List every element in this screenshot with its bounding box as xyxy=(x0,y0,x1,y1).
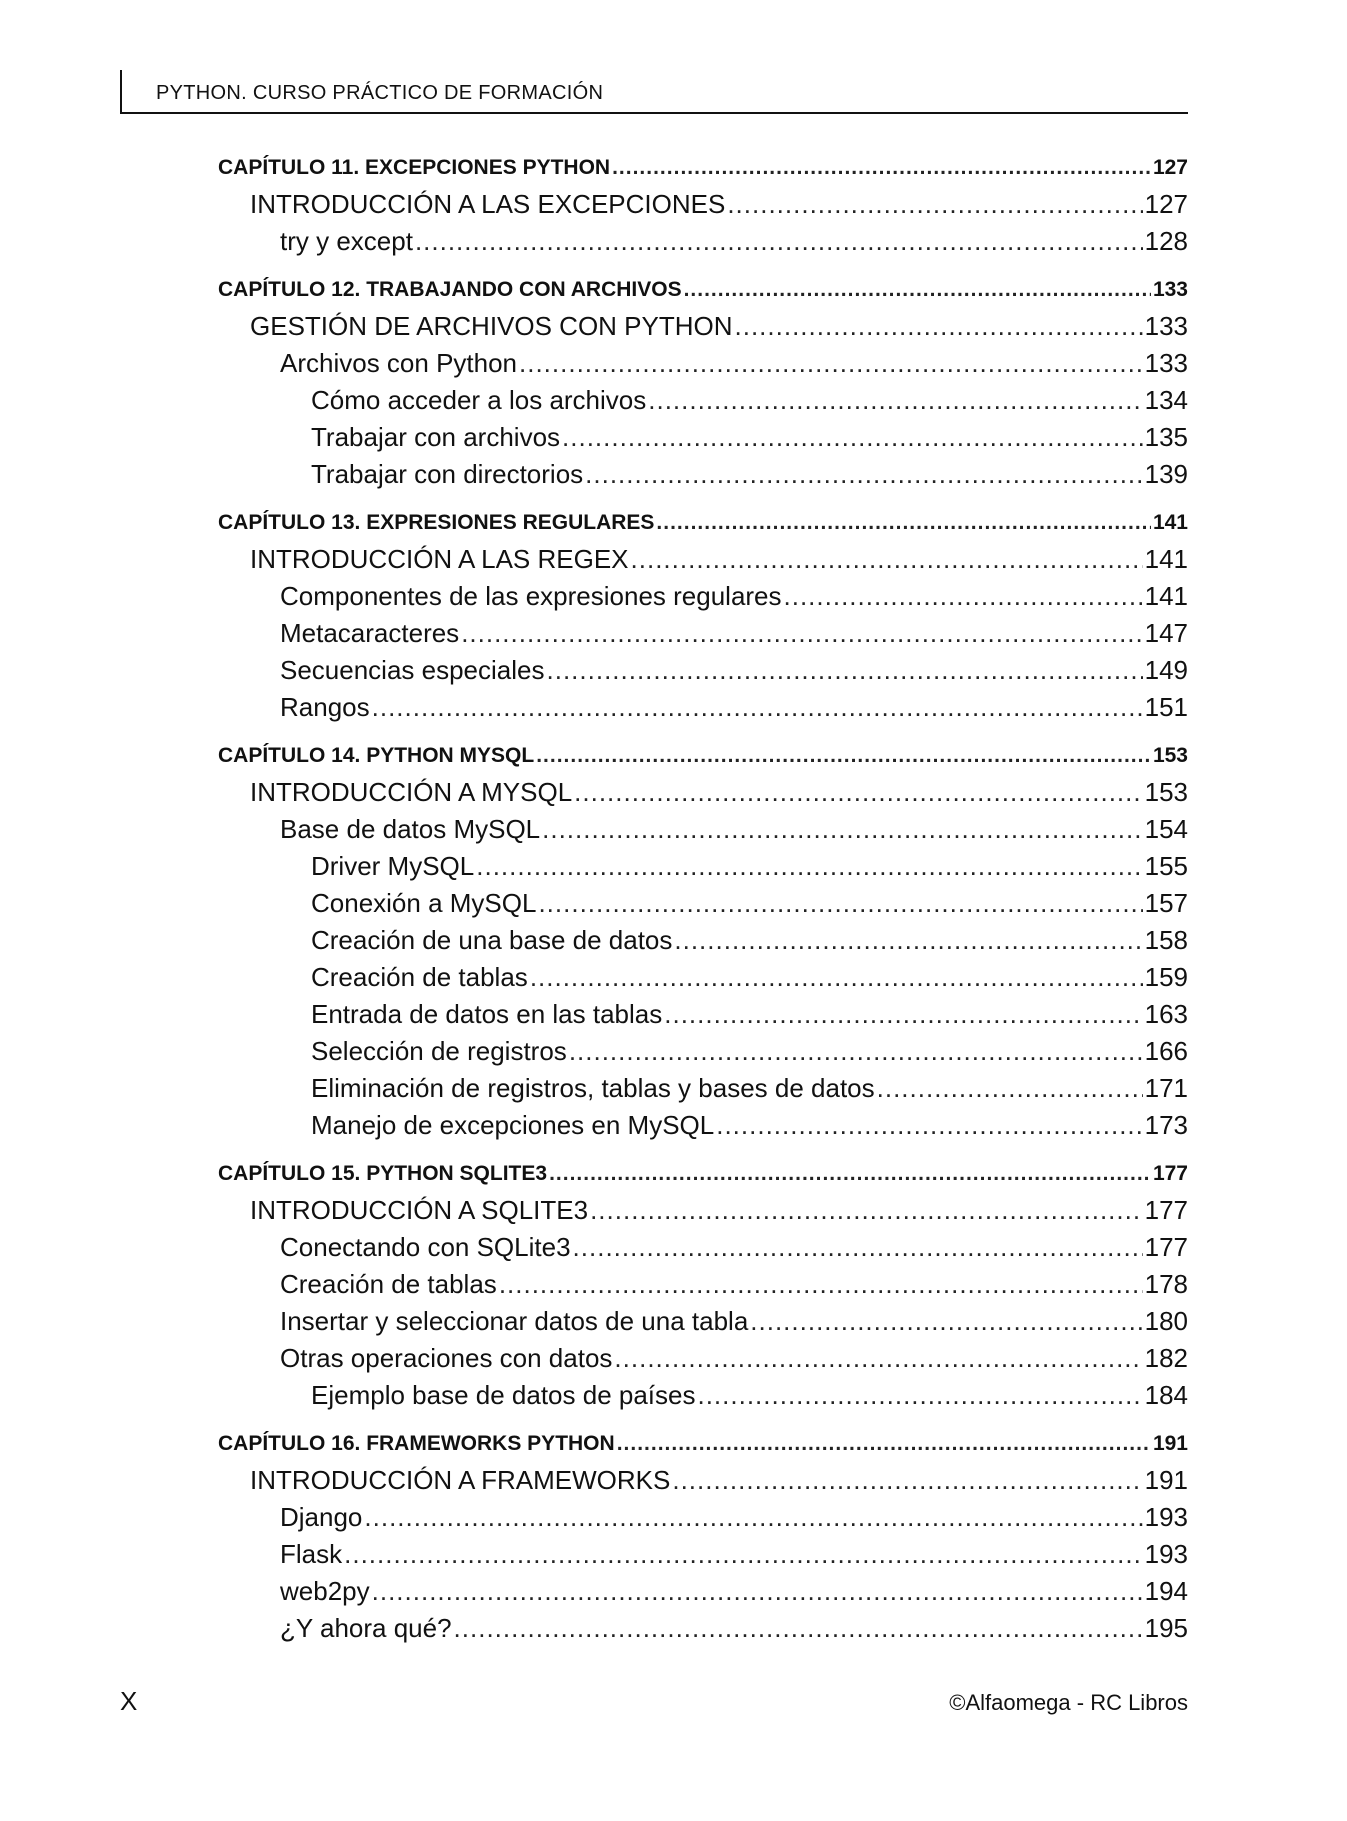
toc-entry-page: 141 xyxy=(1144,544,1188,574)
toc-entry[interactable] xyxy=(218,811,1188,848)
toc-entry[interactable] xyxy=(218,541,1188,578)
toc-entry-label: CAPÍTULO 13. EXPRESIONES REGULARES xyxy=(218,511,655,534)
toc-leader-dots xyxy=(697,1377,1142,1414)
toc-chapter-heading[interactable] xyxy=(218,150,1188,186)
toc-entry-page: 133 xyxy=(1144,348,1188,378)
toc-leader-dots xyxy=(549,1156,1151,1192)
toc-entry-label: INTRODUCCIÓN A LAS REGEX xyxy=(250,544,629,574)
page-number: X xyxy=(120,1686,138,1716)
toc-entry-label: Secuencias especiales xyxy=(280,655,545,685)
toc-leader-dots xyxy=(476,848,1142,885)
toc-entry-page: 177 xyxy=(1144,1232,1188,1262)
toc-chapter xyxy=(218,1426,1188,1647)
toc-entry-label: INTRODUCCIÓN A SQLITE3 xyxy=(250,1195,589,1225)
toc-chapter-heading[interactable] xyxy=(218,1426,1188,1462)
toc-entry-label: Insertar y seleccionar datos de una tabla xyxy=(280,1306,749,1336)
toc-entry[interactable] xyxy=(218,1070,1188,1107)
toc-leader-dots xyxy=(735,308,1143,345)
toc-entry-page: 159 xyxy=(1144,962,1188,992)
toc-entry[interactable] xyxy=(218,1033,1188,1070)
toc-entry[interactable] xyxy=(218,774,1188,811)
toc-entry[interactable] xyxy=(218,186,1188,223)
toc-entry[interactable] xyxy=(218,456,1188,493)
toc-chapter-heading[interactable] xyxy=(218,272,1188,308)
toc-chapter-heading[interactable] xyxy=(218,505,1188,541)
toc-leader-dots xyxy=(590,1192,1143,1229)
toc-leader-dots xyxy=(648,382,1142,419)
toc-leader-dots xyxy=(542,811,1142,848)
toc-entry-label: INTRODUCCIÓN A FRAMEWORKS xyxy=(250,1465,671,1495)
toc-entry[interactable] xyxy=(218,1303,1188,1340)
toc-entry-label: Entrada de datos en las tablas xyxy=(311,999,663,1029)
toc-entry-label: Conectando con SQLite3 xyxy=(280,1232,571,1262)
toc-entry[interactable] xyxy=(218,1536,1188,1573)
toc-entry[interactable] xyxy=(218,1499,1188,1536)
toc-chapter xyxy=(218,738,1188,1144)
toc-entry[interactable] xyxy=(218,848,1188,885)
toc-entry-label: Cómo acceder a los archivos xyxy=(311,385,647,415)
toc-leader-dots xyxy=(631,541,1143,578)
toc-entry-label: web2py xyxy=(280,1576,370,1606)
toc-entry-label: Selección de registros xyxy=(311,1036,567,1066)
toc-entry[interactable] xyxy=(218,689,1188,726)
toc-entry-label: Trabajar con archivos xyxy=(311,422,561,452)
toc-leader-dots xyxy=(372,1573,1143,1610)
toc-leader-dots xyxy=(536,738,1151,774)
toc-entry[interactable] xyxy=(218,1192,1188,1229)
toc-leader-dots xyxy=(530,959,1143,996)
toc-entry-label: Driver MySQL xyxy=(311,851,475,881)
toc-entry-page: 180 xyxy=(1144,1306,1188,1336)
toc-leader-dots xyxy=(499,1266,1143,1303)
toc-entry-label: CAPÍTULO 15. PYTHON SQLITE3 xyxy=(218,1162,548,1185)
toc-entry-page: 191 xyxy=(1152,1432,1188,1455)
toc-entry[interactable] xyxy=(218,1107,1188,1144)
toc-entry-page: 139 xyxy=(1144,459,1188,489)
toc-entry-page: 193 xyxy=(1144,1539,1188,1569)
toc-leader-dots xyxy=(454,1610,1143,1647)
toc-entry-page: 153 xyxy=(1144,777,1188,807)
toc-entry-label: Eliminación de registros, tablas y bases de datos xyxy=(311,1073,875,1103)
running-header-title: PYTHON. CURSO PRÁCTICO DE FORMACIÓN xyxy=(156,82,604,104)
toc-entry-label: ¿Y ahora qué? xyxy=(280,1613,452,1643)
toc-leader-dots xyxy=(614,1340,1142,1377)
toc-entry[interactable] xyxy=(218,652,1188,689)
toc-entry-label: Trabajar con directorios xyxy=(311,459,584,489)
toc-entry-page: 134 xyxy=(1144,385,1188,415)
toc-entry[interactable] xyxy=(218,1266,1188,1303)
toc-leader-dots xyxy=(727,186,1142,223)
publisher-credit: ©Alfaomega - RC Libros xyxy=(949,1690,1188,1715)
toc-entry-label: Componentes de las expresiones regulares xyxy=(280,581,782,611)
toc-chapter xyxy=(218,272,1188,493)
toc-entry-page: 184 xyxy=(1144,1380,1188,1410)
toc-entry-label: CAPÍTULO 11. EXCEPCIONES PYTHON xyxy=(218,156,611,179)
toc-entry[interactable] xyxy=(218,959,1188,996)
toc-leader-dots xyxy=(538,885,1142,922)
toc-entry-label: Django xyxy=(280,1502,363,1532)
toc-entry-page: 163 xyxy=(1144,999,1188,1029)
toc-leader-dots xyxy=(784,578,1143,615)
toc-entry[interactable] xyxy=(218,382,1188,419)
toc-entry-page: 157 xyxy=(1144,888,1188,918)
toc-entry[interactable] xyxy=(218,922,1188,959)
toc-chapter-heading[interactable] xyxy=(218,738,1188,774)
toc-chapter-heading[interactable] xyxy=(218,1156,1188,1192)
toc-entry-label: Ejemplo base de datos de países xyxy=(311,1380,696,1410)
toc-entry-page: 178 xyxy=(1144,1269,1188,1299)
toc-entry[interactable] xyxy=(218,996,1188,1033)
toc-leader-dots xyxy=(562,419,1143,456)
toc-entry-page: 173 xyxy=(1144,1110,1188,1140)
toc-leader-dots xyxy=(684,272,1151,308)
toc-leader-dots xyxy=(716,1107,1142,1144)
toc-entry-label: Rangos xyxy=(280,692,370,722)
toc-entry-label: CAPÍTULO 16. FRAMEWORKS PYTHON xyxy=(218,1432,615,1455)
toc-entry-page: 191 xyxy=(1144,1465,1188,1495)
toc-leader-dots xyxy=(344,1536,1142,1573)
toc-entry-label: try y except xyxy=(280,226,413,256)
table-of-contents xyxy=(218,150,1188,1659)
toc-entry-label: Otras operaciones con datos xyxy=(280,1343,613,1373)
toc-entry[interactable] xyxy=(218,1610,1188,1647)
toc-chapter xyxy=(218,505,1188,726)
toc-entry-page: 177 xyxy=(1144,1195,1188,1225)
toc-entry-page: 166 xyxy=(1144,1036,1188,1066)
toc-leader-dots xyxy=(672,1462,1142,1499)
toc-entry-page: 153 xyxy=(1152,744,1188,767)
toc-entry-page: 154 xyxy=(1144,814,1188,844)
toc-entry-page: 127 xyxy=(1152,156,1188,179)
toc-leader-dots xyxy=(461,615,1142,652)
toc-entry-label: GESTIÓN DE ARCHIVOS CON PYTHON xyxy=(250,311,733,341)
toc-entry-label: Creación de tablas xyxy=(280,1269,497,1299)
toc-entry-label: Base de datos MySQL xyxy=(280,814,541,844)
toc-leader-dots xyxy=(664,996,1142,1033)
toc-entry-page: 127 xyxy=(1144,189,1188,219)
toc-entry-page: 155 xyxy=(1144,851,1188,881)
toc-leader-dots xyxy=(547,652,1143,689)
toc-entry[interactable] xyxy=(218,1377,1188,1414)
toc-chapter xyxy=(218,150,1188,260)
toc-entry-page: 195 xyxy=(1144,1613,1188,1643)
toc-entry-page: 149 xyxy=(1144,655,1188,685)
toc-entry-label: Manejo de excepciones en MySQL xyxy=(311,1110,715,1140)
toc-entry-page: 171 xyxy=(1144,1073,1188,1103)
toc-entry-page: 141 xyxy=(1152,511,1188,534)
toc-entry-label: Conexión a MySQL xyxy=(311,888,537,918)
toc-entry-label: Creación de tablas xyxy=(311,962,528,992)
toc-entry-page: 135 xyxy=(1144,422,1188,452)
toc-entry[interactable] xyxy=(218,308,1188,345)
toc-entry[interactable] xyxy=(218,1229,1188,1266)
toc-entry[interactable] xyxy=(218,615,1188,652)
toc-entry-page: 194 xyxy=(1144,1576,1188,1606)
toc-entry-label: CAPÍTULO 12. TRABAJANDO CON ARCHIVOS xyxy=(218,278,682,301)
toc-leader-dots xyxy=(372,689,1143,726)
toc-entry-label: Creación de una base de datos xyxy=(311,925,673,955)
toc-entry-page: 177 xyxy=(1152,1162,1188,1185)
toc-leader-dots xyxy=(573,1229,1143,1266)
toc-entry-page: 133 xyxy=(1152,278,1188,301)
toc-leader-dots xyxy=(877,1070,1143,1107)
toc-leader-dots xyxy=(656,505,1151,541)
toc-entry[interactable] xyxy=(218,1340,1188,1377)
toc-entry-label: Archivos con Python xyxy=(280,348,518,378)
toc-entry-page: 151 xyxy=(1144,692,1188,722)
toc-entry-page: 158 xyxy=(1144,925,1188,955)
toc-entry-page: 182 xyxy=(1144,1343,1188,1373)
toc-entry[interactable] xyxy=(218,578,1188,615)
toc-entry[interactable] xyxy=(218,1462,1188,1499)
toc-entry-page: 147 xyxy=(1144,618,1188,648)
toc-entry-label: Flask xyxy=(280,1539,343,1569)
toc-leader-dots xyxy=(364,1499,1142,1536)
toc-entry[interactable] xyxy=(218,345,1188,382)
toc-leader-dots xyxy=(569,1033,1143,1070)
toc-entry[interactable] xyxy=(218,1573,1188,1610)
toc-leader-dots xyxy=(574,774,1142,811)
toc-entry-page: 133 xyxy=(1144,311,1188,341)
toc-leader-dots xyxy=(617,1426,1151,1462)
toc-entry[interactable] xyxy=(218,419,1188,456)
toc-chapter xyxy=(218,1156,1188,1414)
toc-leader-dots xyxy=(750,1303,1142,1340)
toc-entry-label: INTRODUCCIÓN A MYSQL xyxy=(250,777,573,807)
toc-entry-label: Metacaracteres xyxy=(280,618,460,648)
toc-entry[interactable] xyxy=(218,223,1188,260)
toc-entry-page: 193 xyxy=(1144,1502,1188,1532)
toc-entry-page: 128 xyxy=(1144,226,1188,256)
toc-leader-dots xyxy=(585,456,1142,493)
toc-leader-dots xyxy=(415,223,1143,260)
running-header xyxy=(120,78,1188,114)
toc-entry-label: INTRODUCCIÓN A LAS EXCEPCIONES xyxy=(250,189,726,219)
toc-leader-dots xyxy=(612,150,1151,186)
toc-entry-label: CAPÍTULO 14. PYTHON MYSQL xyxy=(218,744,535,767)
toc-entry-page: 141 xyxy=(1144,581,1188,611)
toc-leader-dots xyxy=(519,345,1143,382)
toc-leader-dots xyxy=(674,922,1142,959)
toc-entry[interactable] xyxy=(218,885,1188,922)
